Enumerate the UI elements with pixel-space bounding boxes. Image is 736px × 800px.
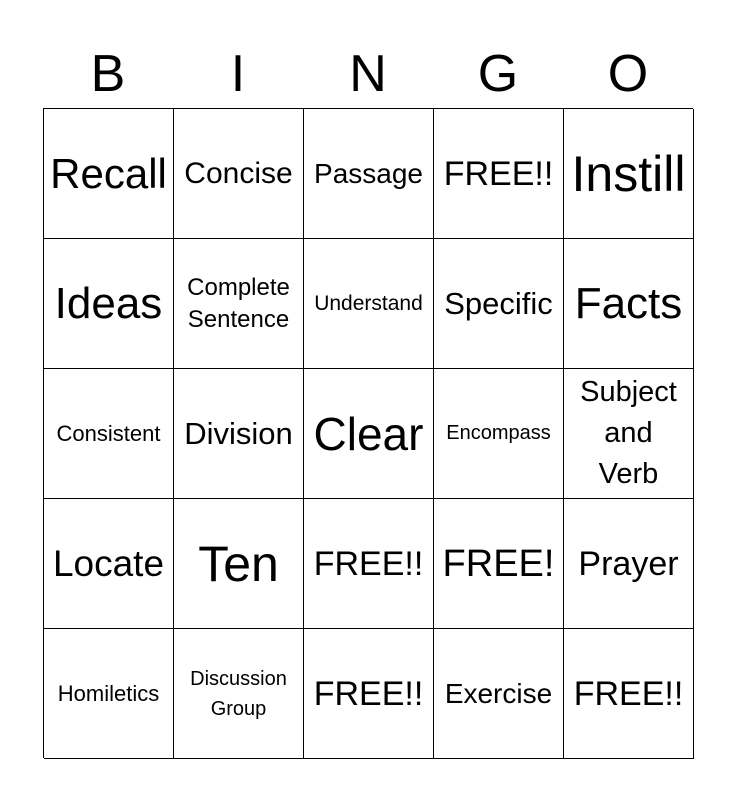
- cell-text: Locate: [52, 542, 165, 584]
- cell-text: Encompass: [446, 422, 551, 444]
- bingo-cell-r5-c2[interactable]: [174, 629, 304, 759]
- header-letter-i: I: [230, 45, 246, 103]
- cell-text: Passage: [314, 157, 423, 189]
- bingo-cell-r2-c1[interactable]: [44, 239, 174, 369]
- cell-text: Ten: [198, 535, 279, 592]
- bingo-cell-r2-c2[interactable]: [174, 239, 304, 369]
- bingo-header: [43, 40, 693, 108]
- bingo-cell-r5-c1[interactable]: [44, 629, 174, 759]
- bingo-cell-r4-c5[interactable]: [564, 499, 694, 629]
- cell-text: Specific: [444, 285, 553, 321]
- bingo-cell-r4-c2[interactable]: [174, 499, 304, 629]
- cell-text: Concise: [184, 156, 293, 190]
- bingo-cell-r1-c4[interactable]: [434, 109, 564, 239]
- header-letter-o: O: [607, 45, 649, 103]
- cell-text: FREE!: [442, 542, 555, 585]
- cell-text: Division: [184, 415, 293, 451]
- cell-text: Understand: [314, 291, 423, 315]
- cell-text: Discussion Group: [190, 667, 287, 720]
- cell-text: Prayer: [578, 544, 679, 583]
- bingo-cell-r4-c4[interactable]: [434, 499, 564, 629]
- bingo-cell-r3-c4[interactable]: [434, 369, 564, 499]
- header-letter-g: G: [477, 45, 519, 103]
- cell-text: FREE!!: [313, 544, 424, 583]
- cell-text: Homiletics: [57, 680, 160, 706]
- cell-text: Facts: [574, 278, 683, 328]
- bingo-cell-r3-c3[interactable]: [304, 369, 434, 499]
- cell-text: FREE!!: [573, 674, 684, 713]
- cell-text: Exercise: [444, 677, 553, 709]
- bingo-cell-r3-c2[interactable]: [174, 369, 304, 499]
- cell-text: Recall: [50, 149, 167, 197]
- bingo-cell-r5-c5[interactable]: [564, 629, 694, 759]
- bingo-cell-r2-c3[interactable]: [304, 239, 434, 369]
- cell-text: Subject and Verb: [580, 376, 677, 490]
- cell-text: FREE!!: [313, 674, 424, 713]
- bingo-cell-r5-c3[interactable]: [304, 629, 434, 759]
- bingo-cell-r3-c5[interactable]: [564, 369, 694, 499]
- header-letter-n: N: [349, 45, 387, 103]
- bingo-cell-r2-c4[interactable]: [434, 239, 564, 369]
- bingo-cell-r1-c5[interactable]: [564, 109, 694, 239]
- bingo-board: [43, 108, 693, 758]
- bingo-cell-r4-c1[interactable]: [44, 499, 174, 629]
- bingo-cell-r1-c1[interactable]: [44, 109, 174, 239]
- cell-text: Consistent: [56, 420, 161, 446]
- bingo-cell-r5-c4[interactable]: [434, 629, 564, 759]
- cell-text: Complete Sentence: [187, 273, 290, 333]
- cell-text: Instill: [571, 145, 686, 202]
- bingo-cell-r2-c5[interactable]: [564, 239, 694, 369]
- bingo-cell-r3-c1[interactable]: [44, 369, 174, 499]
- cell-text: FREE!!: [443, 154, 554, 193]
- bingo-cell-r4-c3[interactable]: [304, 499, 434, 629]
- bingo-cell-r1-c2[interactable]: [174, 109, 304, 239]
- cell-text: Clear: [313, 407, 424, 460]
- header-letter-b: B: [90, 45, 126, 103]
- bingo-cell-r1-c3[interactable]: [304, 109, 434, 239]
- cell-text: Ideas: [54, 278, 163, 328]
